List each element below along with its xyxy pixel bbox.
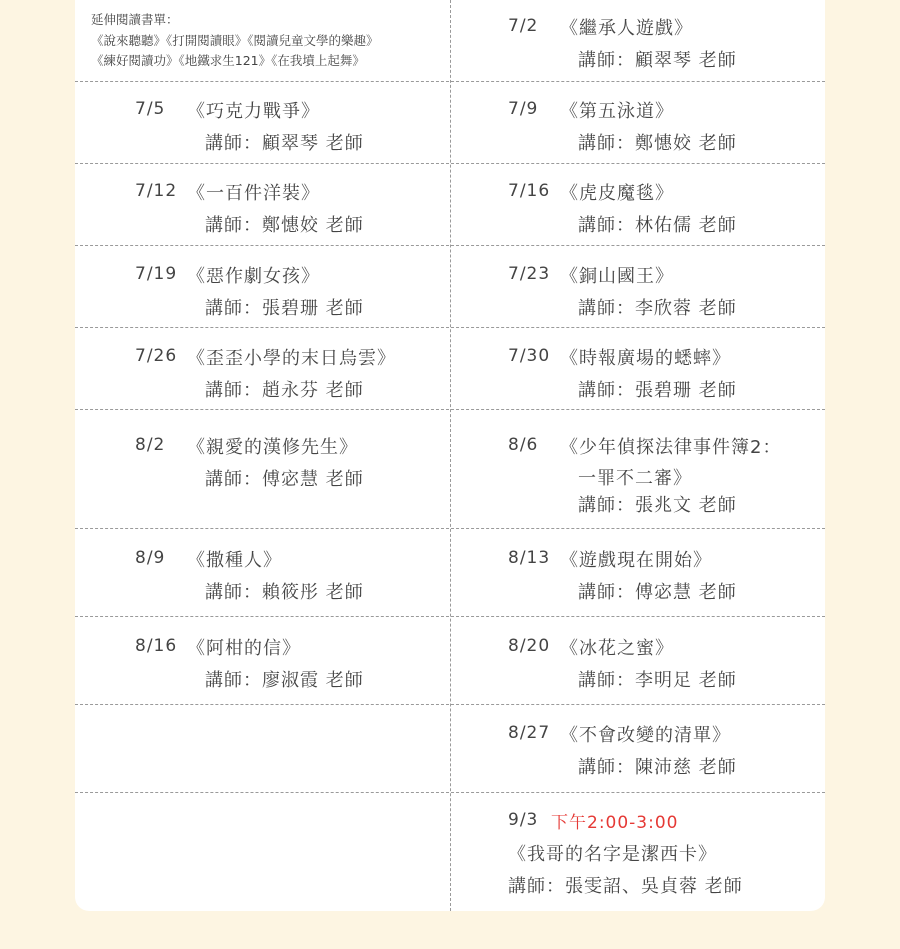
session-lecturer: 講師：李明足 老師 bbox=[578, 670, 737, 691]
session-time: 下午2:00-3:00 bbox=[551, 813, 679, 833]
reading-list-heading: 延伸閱讀書單： bbox=[91, 12, 179, 27]
session-lecturer: 講師：張碧珊 老師 bbox=[205, 298, 364, 319]
row-divider bbox=[75, 792, 825, 793]
row-divider bbox=[75, 163, 825, 164]
session-lecturer: 講師：張雯詔、吳貞蓉 老師 bbox=[508, 876, 743, 897]
session-lecturer: 講師：傅宓慧 老師 bbox=[578, 582, 737, 603]
session-lecturer: 講師：趙永芬 老師 bbox=[205, 380, 364, 401]
session-date: 7/16 bbox=[508, 181, 551, 201]
session-lecturer: 講師：鄭憓姣 老師 bbox=[205, 215, 364, 236]
session-date: 7/9 bbox=[508, 99, 539, 119]
session-title: 《少年偵探法律事件簿2： bbox=[560, 437, 782, 458]
session-title: 《虎皮魔毯》 bbox=[560, 183, 674, 204]
session-date: 7/2 bbox=[508, 16, 539, 36]
session-title: 《銅山國王》 bbox=[560, 266, 674, 287]
schedule-card bbox=[75, 0, 825, 911]
session-lecturer: 講師：廖淑霞 老師 bbox=[205, 670, 364, 691]
session-title: 《撒種人》 bbox=[187, 550, 282, 571]
session-title: 《惡作劇女孩》 bbox=[187, 266, 320, 287]
session-title: 《一百件洋裝》 bbox=[187, 183, 320, 204]
session-date: 7/26 bbox=[135, 346, 178, 366]
column-divider bbox=[450, 0, 451, 911]
session-title: 《我哥的名字是潔西卡》 bbox=[508, 844, 717, 865]
row-divider bbox=[75, 616, 825, 617]
session-lecturer: 講師：顧翠琴 老師 bbox=[205, 133, 364, 154]
row-divider bbox=[75, 245, 825, 246]
session-title: 《時報廣場的蟋蟀》 bbox=[560, 348, 731, 369]
session-lecturer: 講師：鄭憓姣 老師 bbox=[578, 133, 737, 154]
session-date: 8/2 bbox=[135, 435, 166, 455]
session-lecturer: 講師：賴筱彤 老師 bbox=[205, 582, 364, 603]
row-divider bbox=[75, 409, 825, 410]
session-date: 8/6 bbox=[508, 435, 539, 455]
session-date: 9/3 bbox=[508, 810, 539, 830]
row-divider bbox=[75, 704, 825, 705]
session-title-continued: 一罪不二審》 bbox=[578, 468, 692, 489]
session-title: 《第五泳道》 bbox=[560, 101, 674, 122]
session-date: 8/27 bbox=[508, 723, 551, 743]
session-title: 《歪歪小學的末日烏雲》 bbox=[187, 348, 396, 369]
session-title: 《巧克力戰爭》 bbox=[187, 101, 320, 122]
session-lecturer: 講師：陳沛慈 老師 bbox=[578, 757, 737, 778]
session-date: 8/20 bbox=[508, 636, 551, 656]
session-date: 7/23 bbox=[508, 264, 551, 284]
session-title: 《阿柑的信》 bbox=[187, 638, 301, 659]
session-date: 8/13 bbox=[508, 548, 551, 568]
session-title: 《不會改變的清單》 bbox=[560, 725, 731, 746]
session-title: 《冰花之蜜》 bbox=[560, 638, 674, 659]
reading-list-line: 《說來聽聽》《打開閱讀眼》《閱讀兒童文學的樂趣》 bbox=[91, 33, 379, 48]
session-lecturer: 講師：顧翠琴 老師 bbox=[578, 50, 737, 71]
session-lecturer: 講師：林佑儒 老師 bbox=[578, 215, 737, 236]
session-lecturer: 講師：傅宓慧 老師 bbox=[205, 469, 364, 490]
row-divider bbox=[75, 528, 825, 529]
session-date: 7/5 bbox=[135, 99, 166, 119]
session-date: 8/16 bbox=[135, 636, 178, 656]
reading-list-line: 《練好閱讀功》《地鐵求生121》《在我墳上起舞》 bbox=[91, 53, 365, 68]
row-divider bbox=[75, 81, 825, 82]
session-date: 7/12 bbox=[135, 181, 178, 201]
session-title: 《繼承人遊戲》 bbox=[560, 18, 693, 39]
session-date: 7/19 bbox=[135, 264, 178, 284]
session-date: 8/9 bbox=[135, 548, 166, 568]
session-lecturer: 講師：李欣蓉 老師 bbox=[578, 298, 737, 319]
session-title: 《遊戲現在開始》 bbox=[560, 550, 712, 571]
session-title: 《親愛的漢修先生》 bbox=[187, 437, 358, 458]
row-divider bbox=[75, 327, 825, 328]
session-lecturer: 講師：張兆文 老師 bbox=[578, 495, 737, 516]
session-lecturer: 講師：張碧珊 老師 bbox=[578, 380, 737, 401]
session-date: 7/30 bbox=[508, 346, 551, 366]
